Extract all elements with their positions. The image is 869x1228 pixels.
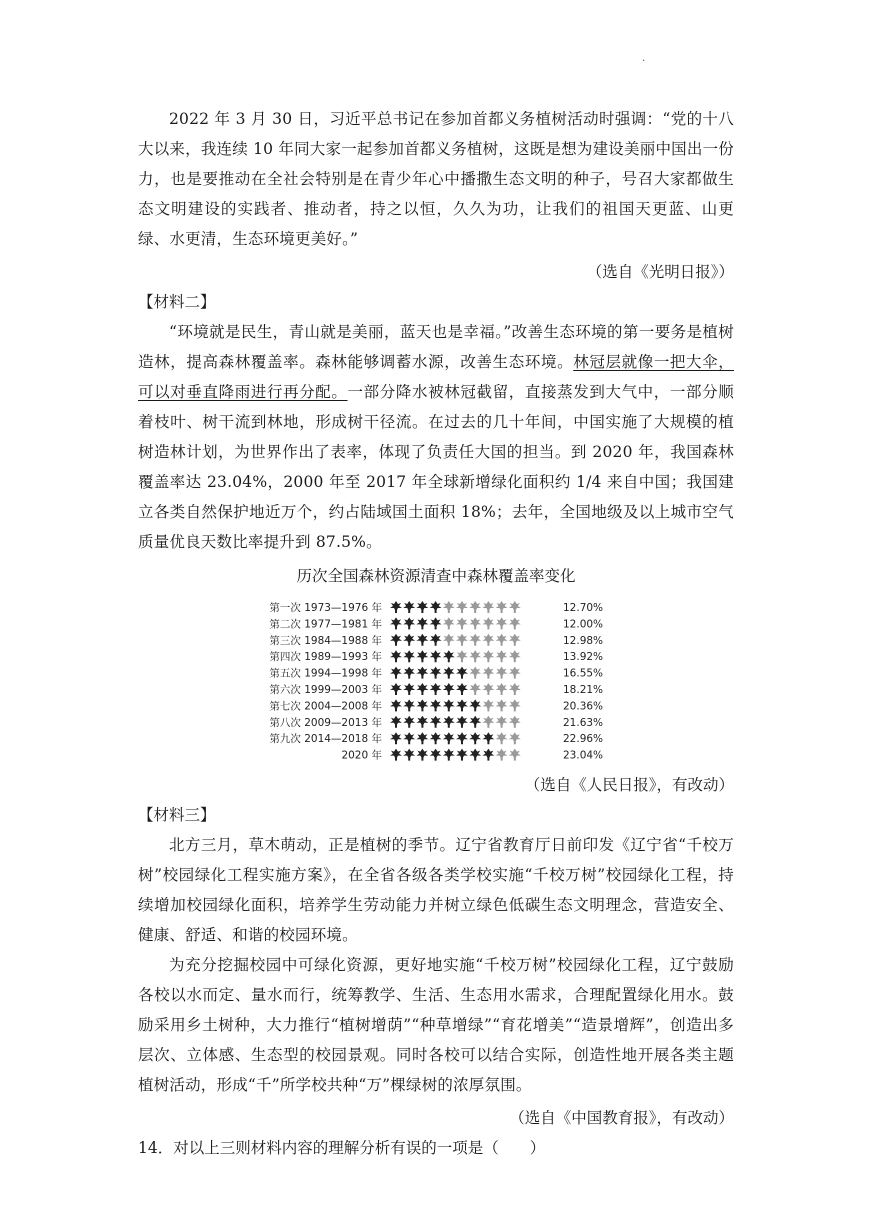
row-label: 第六次 1999—2003 年: [269, 684, 382, 696]
tree-icon: [416, 683, 428, 695]
tree-icon: [430, 634, 442, 646]
tree-icon: [509, 667, 521, 679]
tree-icon: [430, 601, 442, 613]
tree-icon: [496, 716, 508, 728]
tree-icon: [430, 732, 442, 744]
tree-icon: [403, 667, 415, 679]
material2-heading: 【材料二】: [138, 293, 216, 311]
row-value-label: 13.92%: [563, 651, 604, 664]
tree-icon: [443, 601, 455, 613]
tree-icon: [509, 716, 521, 728]
tree-icon: [416, 650, 428, 662]
tree-icon: [469, 732, 481, 744]
tree-icon: [456, 634, 468, 646]
tree-icon: [403, 601, 415, 613]
tree-icon: [456, 732, 468, 744]
tree-icon: [390, 683, 402, 695]
material2-underlined-sentence: 林冠层就像一把大伞，可以对垂直降雨进行再分配。: [138, 353, 734, 401]
tree-icon: [443, 667, 455, 679]
tree-icon: [482, 699, 494, 711]
tree-icon: [403, 683, 415, 695]
tree-icon: [456, 650, 468, 662]
tree-icon: [416, 634, 428, 646]
tree-icon: [416, 617, 428, 629]
tree-icon: [496, 699, 508, 711]
tree-icon: [456, 716, 468, 728]
chart-title: 历次全国森林资源清查中森林覆盖率变化: [296, 567, 576, 585]
material2-text-before: “环境就是民生，青山就是美丽，蓝天也是幸福。”改善生态环境的第一要务是植树造林，提高森林覆盖率。森林能够调蓄水源，改善生态环境。: [138, 323, 734, 371]
tree-icon: [390, 650, 402, 662]
tree-icon: [496, 634, 508, 646]
row-label: 第二次 1977—1981 年: [269, 618, 382, 631]
tree-icon: [482, 650, 494, 662]
document-page: [138, 104, 734, 1163]
tree-icon: [443, 650, 455, 662]
tree-icon: [469, 650, 481, 662]
tree-icon: [509, 601, 521, 613]
tree-icon: [496, 732, 508, 744]
tree-icon: [390, 732, 402, 744]
material3-source: （选自《中国教育报》，有改动）: [509, 1109, 734, 1127]
material1-paragraph: 2022 年 3 月 30 日，习近平总书记在参加首都义务植树活动时强调：“党的十八大以来，我连续 10 年同大家一起参加首都义务植树，这既是想为建设美丽中国出一份力，也是要推动在全社会特别是在青少年心中播撒生态文明的种子，号召大家都做生态文明建设的实践者、推动者，持之以恒，久久为功，让我们的祖国天更蓝、山更绿、水更清，生态环境更美好。”: [138, 110, 734, 248]
tree-icon: [509, 650, 521, 662]
tree-icon: [496, 667, 508, 679]
tree-icon: [403, 699, 415, 711]
tree-icon: [443, 732, 455, 744]
material3-heading: 【材料三】: [138, 806, 216, 824]
material2-paragraph: [138, 317, 734, 557]
row-value-label: 20.36%: [563, 700, 604, 713]
tree-icon: [469, 601, 481, 613]
row-value-label: 12.98%: [563, 634, 604, 647]
question-14: 14．对以上三则材料内容的理解分析有误的一项是（ ）: [138, 1139, 546, 1157]
tree-icon: [390, 634, 402, 646]
forest-coverage-chart: [138, 595, 734, 767]
tree-icon: [416, 749, 428, 761]
tree-icon: [443, 749, 455, 761]
tree-icon: [430, 716, 442, 728]
tree-icon: [456, 699, 468, 711]
tree-icon: [496, 650, 508, 662]
row-value-label: 22.96%: [563, 733, 604, 746]
tree-icon: [403, 716, 415, 728]
tree-icon: [482, 601, 494, 613]
row-label: 第三次 1984—1988 年: [269, 634, 382, 647]
row-value-label: 23.04%: [563, 749, 604, 762]
row-label: 第八次 2009—2013 年: [269, 716, 382, 729]
tree-icon: [416, 699, 428, 711]
tree-icon: [416, 601, 428, 613]
tree-icon: [509, 732, 521, 744]
tree-icon: [469, 716, 481, 728]
tree-icon: [509, 617, 521, 629]
tree-icon: [456, 601, 468, 613]
row-label: 2020 年: [341, 749, 382, 762]
row-label: 第五次 1994—1998 年: [269, 667, 382, 680]
tree-icon: [403, 634, 415, 646]
row-label: 第四次 1989—1993 年: [269, 651, 382, 664]
tree-icon: [509, 683, 521, 695]
row-label: 第七次 2004—2008 年: [269, 700, 382, 713]
row-value-label: 21.63%: [563, 716, 604, 729]
tree-icon: [482, 732, 494, 744]
tree-icon: [390, 601, 402, 613]
row-label: 第九次 2014—2018 年: [269, 733, 382, 746]
tree-icon: [390, 716, 402, 728]
tree-icon: [390, 617, 402, 629]
material2-text-after: 一部分降水被林冠截留，直接蒸发到大气中，一部分顺着枝叶、树干流到林地，形成树干径流。在过去的几十年间，中国实施了大规模的植树造林计划，为世界作出了表率，体现了负责任大国的担当。到 2020 年，我国森林覆盖率达 23.04%，2000 年至 2017 年全球新增绿化面积约 1/4 来自中国；我国建立各类自然保护地近万个，约占陆域国土面积 18%；去年，全国地级及以上城市空气质量优良天数比率提升到 87.5%。: [138, 383, 734, 551]
tree-icon: [443, 683, 455, 695]
tree-icon: [482, 617, 494, 629]
row-value-label: 18.21%: [563, 684, 604, 696]
row-value-label: 12.70%: [563, 602, 604, 614]
tree-icon: [456, 749, 468, 761]
forest-coverage-chart-svg: [138, 595, 734, 767]
tree-icon: [430, 749, 442, 761]
tree-icon: [416, 716, 428, 728]
material1-source: （选自《光明日报》）: [586, 263, 734, 281]
tree-icon: [443, 699, 455, 711]
tree-icon: [390, 699, 402, 711]
tree-icon: [456, 667, 468, 679]
tree-icon: [482, 716, 494, 728]
tree-icon: [482, 749, 494, 761]
material2-source: （选自《人民日报》，有改动）: [524, 776, 734, 794]
tree-icon: [403, 749, 415, 761]
material3-paragraph-1: 北方三月，草木萌动，正是植树的季节。辽宁省教育厅日前印发《辽宁省“千校万树”校园绿化工程实施方案》，在全省各级各类学校实施“千校万树”校园绿化工程，持续增加校园绿化面积，培养学生劳动能力并树立绿色低碳生态文明理念，营造安全、健康、舒适、和谐的校园环境。: [138, 836, 734, 944]
header-mark: ·: [642, 56, 646, 67]
material3-paragraph-2: 为充分挖掘校园中可绿化资源，更好地实施“千校万树”校园绿化工程，辽宁鼓励各校以水而定、量水而行，统筹教学、生活、生态用水需求，合理配置绿化用水。鼓励采用乡土树种，大力推行“植树增荫”“种草增绿”“育花增美”“造景增辉”，创造出多层次、立体感、生态型的校园景观。同时各校可以结合实际，创造性地开展各类主题植树活动，形成“千”所学校共种“万”棵绿树的浓厚氛围。: [138, 956, 734, 1094]
tree-icon: [390, 667, 402, 679]
tree-icon: [430, 650, 442, 662]
tree-icon: [403, 732, 415, 744]
tree-icon: [482, 667, 494, 679]
tree-icon: [496, 749, 508, 761]
tree-icon: [416, 667, 428, 679]
row-value-label: 12.00%: [563, 618, 604, 631]
tree-icon: [509, 699, 521, 711]
tree-icon: [443, 617, 455, 629]
tree-icon: [496, 683, 508, 695]
tree-icon: [469, 749, 481, 761]
tree-icon: [482, 634, 494, 646]
tree-icon: [416, 732, 428, 744]
tree-icon: [390, 749, 402, 761]
tree-icon: [469, 683, 481, 695]
tree-icon: [430, 683, 442, 695]
row-value-label: 16.55%: [563, 667, 604, 680]
tree-icon: [496, 601, 508, 613]
tree-icon: [469, 699, 481, 711]
tree-icon: [430, 667, 442, 679]
row-label: 第一次 1973—1976 年: [269, 602, 382, 614]
tree-icon: [469, 617, 481, 629]
tree-icon: [443, 634, 455, 646]
tree-icon: [469, 667, 481, 679]
tree-icon: [443, 716, 455, 728]
tree-icon: [456, 683, 468, 695]
tree-icon: [482, 683, 494, 695]
tree-icon: [469, 634, 481, 646]
tree-icon: [430, 699, 442, 711]
tree-icon: [456, 617, 468, 629]
tree-icon: [403, 617, 415, 629]
tree-icon: [496, 617, 508, 629]
tree-icon: [403, 650, 415, 662]
tree-icon: [509, 634, 521, 646]
tree-icon: [509, 749, 521, 761]
tree-icon: [430, 617, 442, 629]
